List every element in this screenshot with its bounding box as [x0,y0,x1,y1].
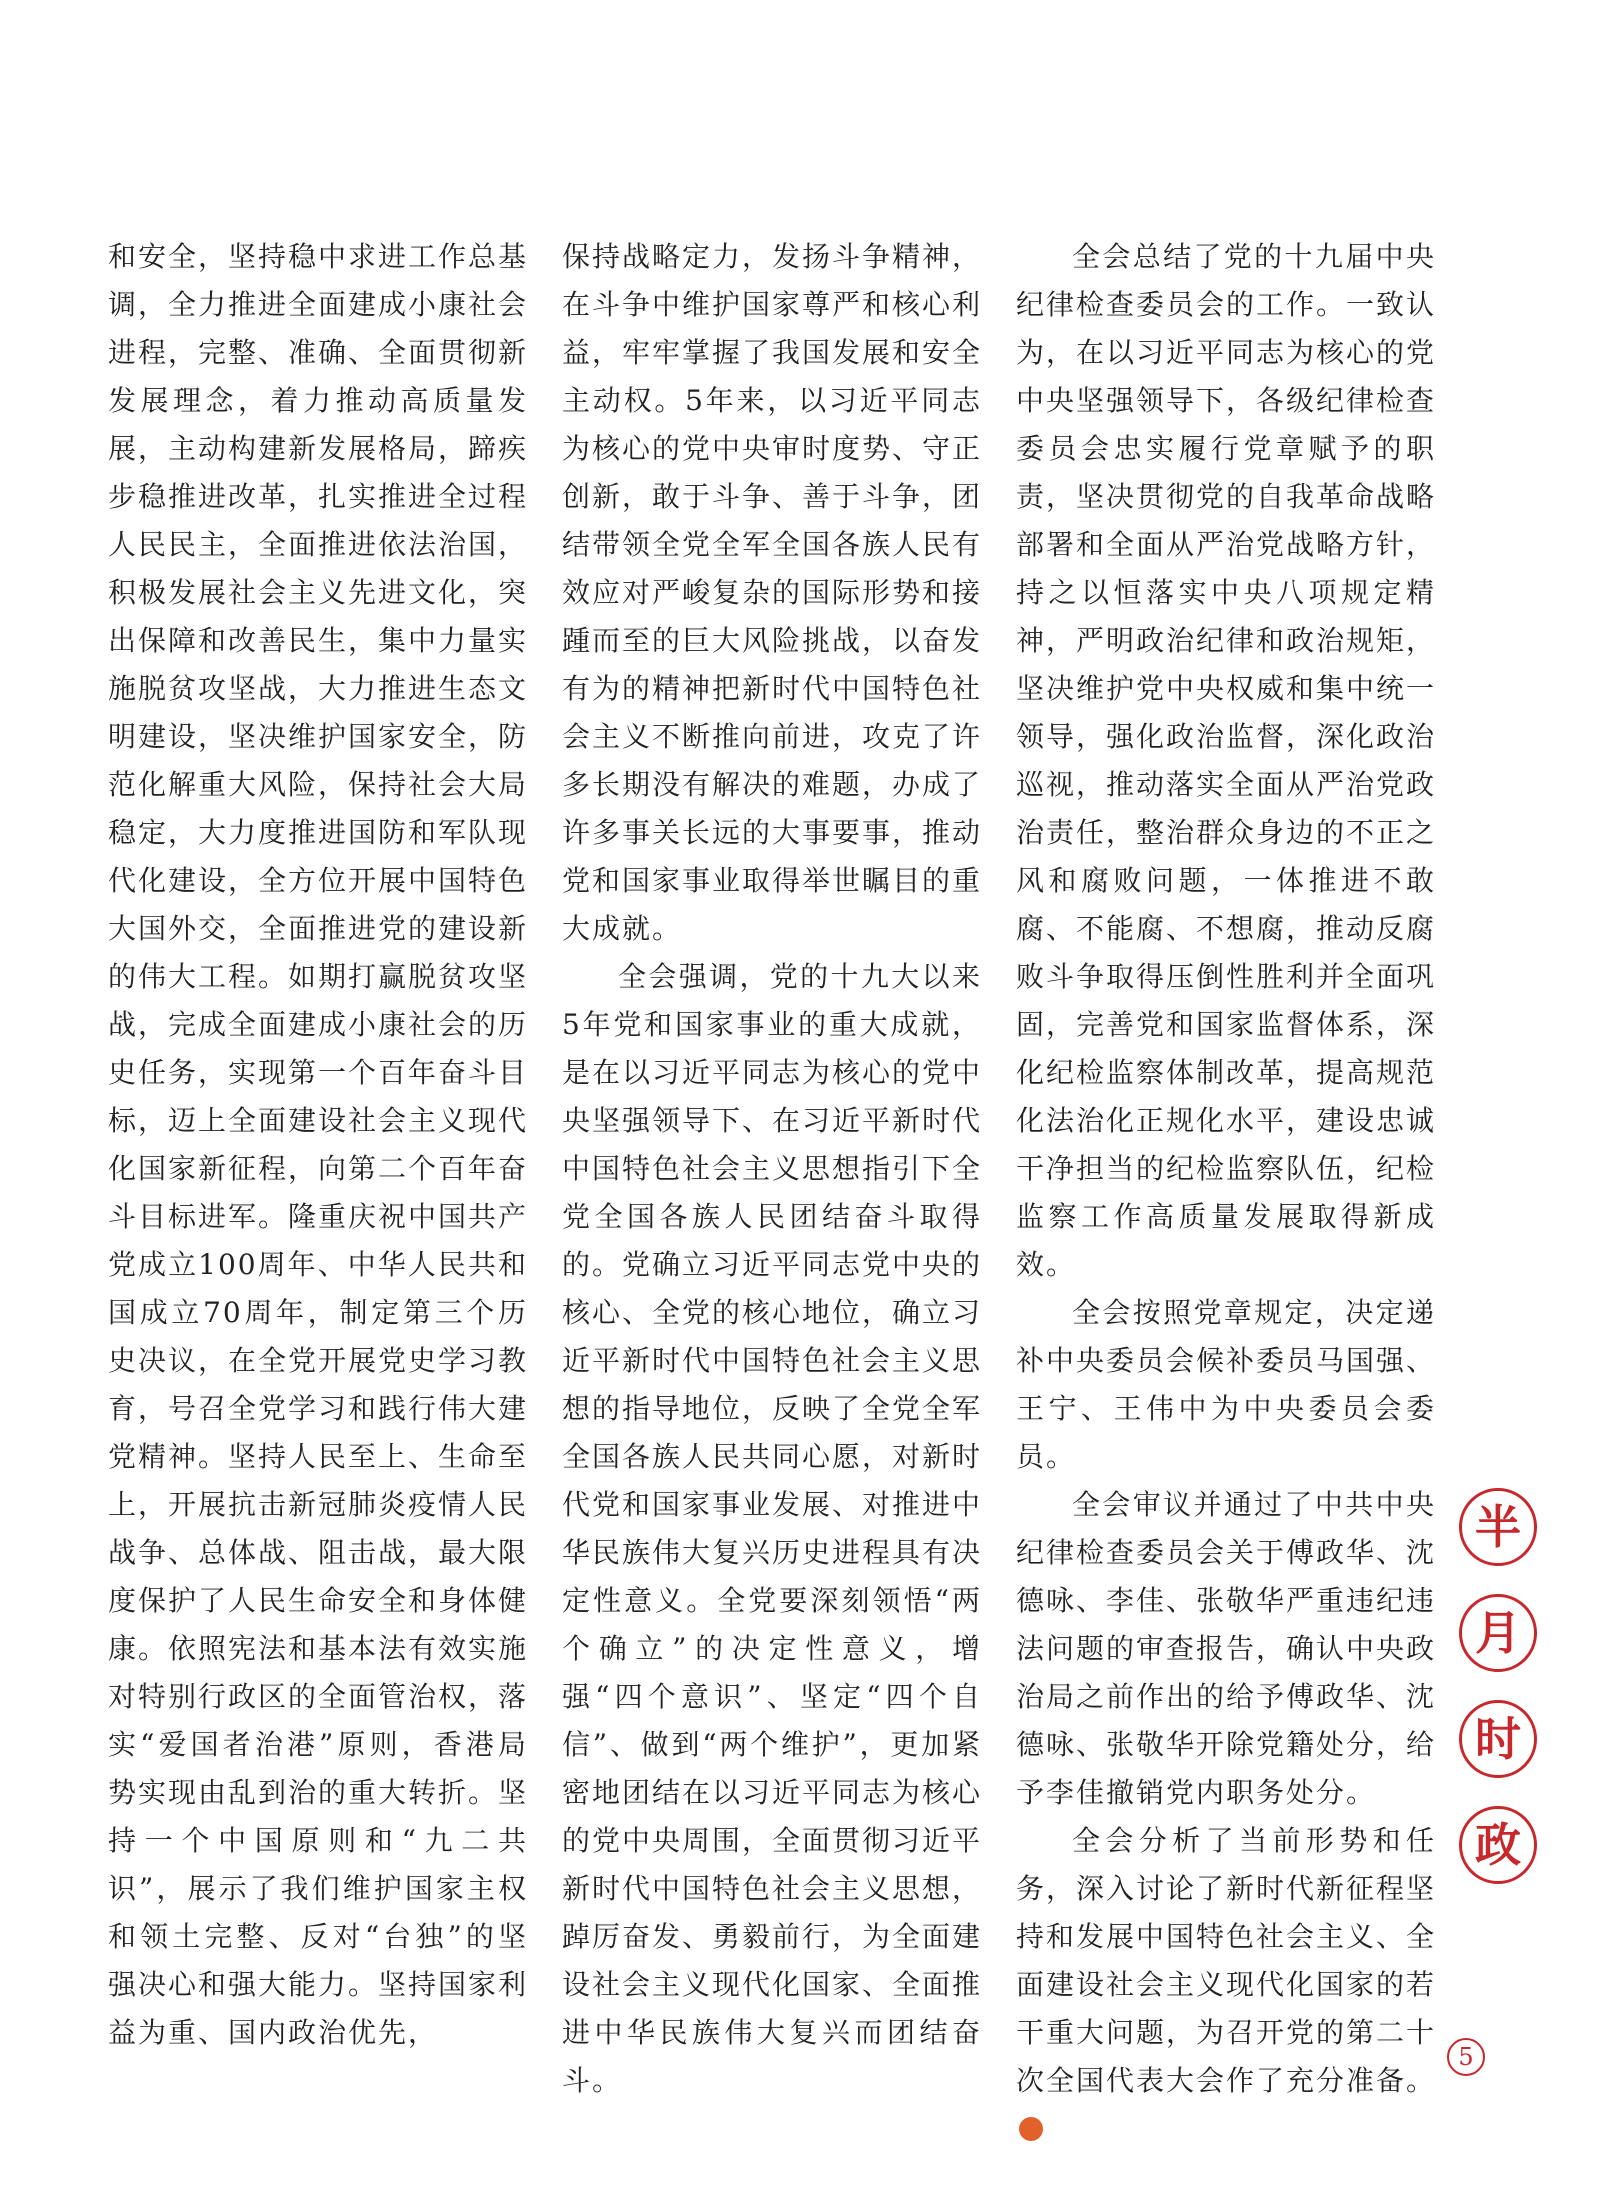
paragraph: 保持战略定力，发扬斗争精神，在斗争中维护国家尊严和核心利益，牢牢掌握了我国发展和安全主动权。5年来，以习近平同志为核心的党中央审时度势、守正创新，敢于斗争、善于斗争，团结带领全党全军全国各族人民有效应对严峻复杂的国际形势和接踵而至的巨大风险挑战，以奋发有为的精神把新时代中国特色社会主义不断推向前进，攻克了许多长期没有解决的难题，办成了许多事关长远的大事要事，推动党和国家事业取得举世瞩目的重大成就。 [562,240,983,945]
paragraph: 全会强调，党的十九大以来5年党和国家事业的重大成就，是在以习近平同志为核心的党中央坚强领导下、在习近平新时代中国特色社会主义思想指引下全党全国各族人民团结奋斗取得的。党确立习近平同志党中央的核心、全党的核心地位，确立习近平新时代中国特色社会主义思想的指导地位，反映了全党全军全国各族人民共同心愿，对新时代党和国家事业发展、对推进中华民族伟大复兴历史进程具有决定性意义。全党要深刻领悟“两个确立”的决定性意义，增强“四个意识”、坚定“四个自信”、做到“两个维护”，更加紧密地团结在以习近平同志为核心的党中央周围，全面贯彻习近平新时代中国特色社会主义思想，踔厉奋发、勇毅前行，为全面建设社会主义现代化国家、全面推进中华民族伟大复兴而团结奋斗。 [562,960,983,2097]
orange-circle-end-icon [1019,2117,1043,2141]
text-column-1 [108,233,528,2057]
paragraph: 全会总结了党的十九届中央纪律检查委员会的工作。一致认为，在以习近平同志为核心的党中央坚强领导下，各级纪律检查委员会忠实履行党章赋予的职责，坚决贯彻党的自我革命战略部署和全面从严治党战略方针，持之以恒落实中央八项规定精神，严明政治纪律和政治规矩，坚决维护党中央权威和集中统一领导，强化政治监督，深化政治巡视，推动落实全面从严治党政治责任，整治群众身边的不正之风和腐败问题，一体推进不敢腐、不能腐、不想腐，推动反腐败斗争取得压倒性胜利并全面巩固，完善党和国家监督体系，深化纪检监察体制改革，提高规范化法治化正规化水平，建设忠诚干净担当的纪检监察队伍，纪检监察工作高质量发展取得新成效。 [1016,240,1437,1281]
section-title-char: 月 [1459,1594,1537,1672]
text-column-3 [1016,233,1436,2153]
paragraph: 全会审议并通过了中共中央纪律检查委员会关于傅政华、沈德咏、李佳、张敬华严重违纪违法问题的审查报告，确认中央政治局之前作出的给予傅政华、沈德咏、张敬华开除党籍处分，给予李佳撤销党内职务处分。 [1016,1488,1437,1809]
section-title-vertical [1459,1488,1539,1912]
text-column-2 [562,233,982,2105]
page-number: 5 [1447,2038,1485,2076]
section-title-char: 半 [1459,1488,1537,1566]
paragraph: 全会按照党章规定，决定递补中央委员会候补委员马国强、王宁、王伟中为中央委员会委员。 [1016,1296,1437,1473]
paragraph-text: 全会分析了当前形势和任务，深入讨论了新时代新征程坚持和发展中国特色社会主义、全面建设社会主义现代化国家的若干重大问题，为召开党的第二十次全国代表大会作了充分准备。 [1016,1824,1437,2097]
paragraph: 和安全，坚持稳中求进工作总基调，全力推进全面建成小康社会进程，完整、准确、全面贯彻新发展理念，着力推动高质量发展，主动构建新发展格局，蹄疾步稳推进改革，扎实推进全过程人民民主，全面推进依法治国，积极发展社会主义先进文化，突出保障和改善民生，集中力量实施脱贫攻坚战，大力推进生态文明建设，坚决维护国家安全，防范化解重大风险，保持社会大局稳定，大力度推进国防和军队现代化建设，全方位开展中国特色大国外交，全面推进党的建设新的伟大工程。如期打赢脱贫攻坚战，完成全面建成小康社会的历史任务，实现第一个百年奋斗目标，迈上全面建设社会主义现代化国家新征程，向第二个百年奋斗目标进军。隆重庆祝中国共产党成立100周年、中华人民共和国成立70周年，制定第三个历史决议，在全党开展党史学习教育，号召全党学习和践行伟大建党精神。坚持人民至上、生命至上，开展抗击新冠肺炎疫情人民战争、总体战、阻击战，最大限度保护了人民生命安全和身体健康。依照宪法和基本法有效实施对特别行政区的全面管治权，落实“爱国者治港”原则，香港局势实现由乱到治的重大转折。坚持一个中国原则和“九二共识”，展示了我们维护国家主权和领土完整、反对“台独”的坚强决心和强大能力。坚持国家利益为重、国内政治优先， [108,240,529,2049]
section-title-char: 时 [1459,1700,1537,1778]
section-title-char: 政 [1459,1806,1537,1884]
last-paragraph [1016,1817,1436,2153]
